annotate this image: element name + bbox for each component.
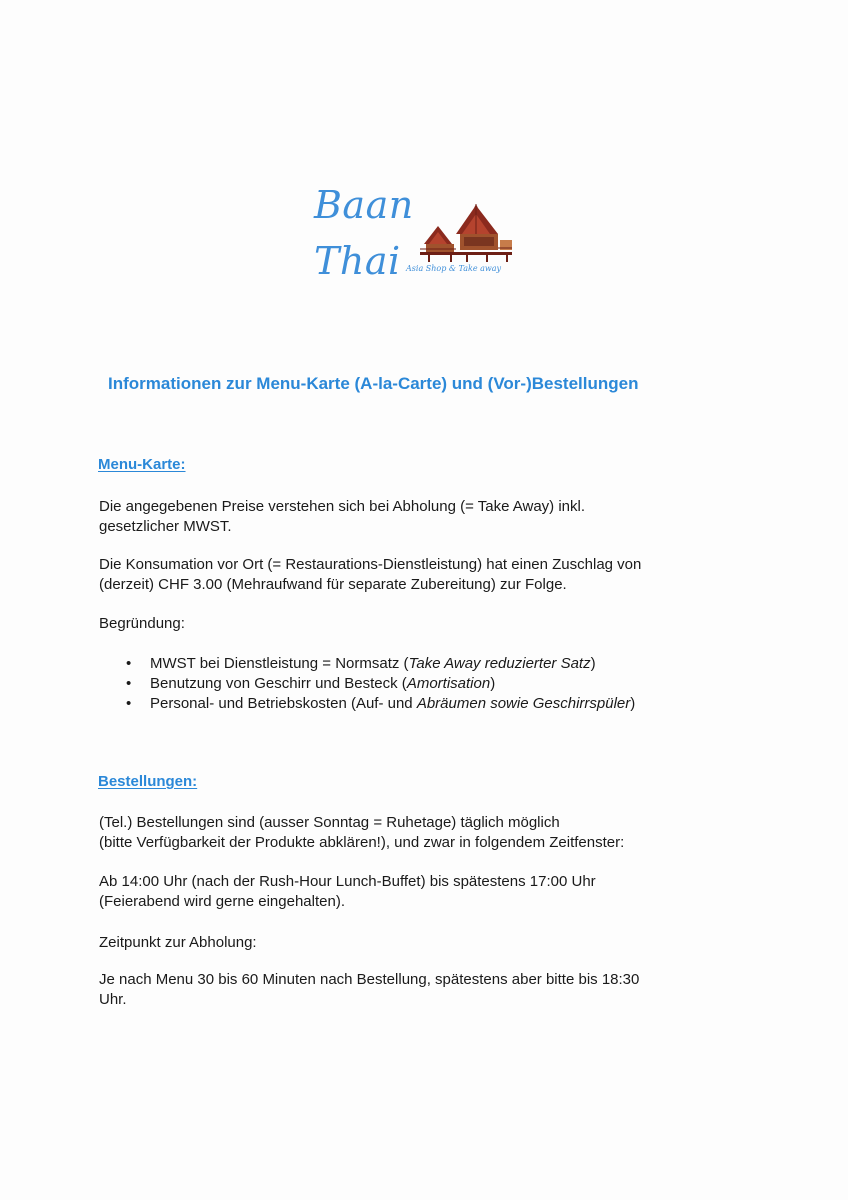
bullet-dot-icon: •: [126, 655, 132, 672]
paragraph-pickup-time: [99, 970, 739, 1010]
paragraph-surcharge: [99, 555, 739, 595]
list-item: [122, 654, 635, 674]
bullet-dot-icon: •: [126, 675, 132, 692]
logo-word-thai: Thai: [314, 239, 401, 283]
text-line: (Feierabend wird gerne eingehalten).: [99, 893, 345, 910]
list-item-end: ): [490, 675, 496, 692]
pickup-label: Zeitpunkt zur Abholung:: [99, 934, 257, 951]
text-line: gesetzlicher MWST.: [99, 518, 232, 535]
logo-word-baan: Baan: [314, 183, 414, 227]
list-item: [122, 674, 635, 694]
text-line: Je nach Menu 30 bis 60 Minuten nach Bestellung, spätestens aber bitte bis 18:30: [99, 971, 640, 988]
text-line: Die Konsumation vor Ort (= Restaurations-Dienstleistung) hat einen Zuschlag von: [99, 556, 642, 573]
text-line: (bitte Verfügbarkeit der Produkte abklären!), und zwar in folgendem Zeitfenster:: [99, 834, 625, 851]
list-item-end: ): [590, 655, 596, 672]
list-item-text: MWST bei Dienstleistung = Normsatz (: [150, 655, 409, 672]
section-heading-menu-karte: Menu-Karte:: [98, 456, 186, 473]
bullet-dot-icon: •: [126, 695, 132, 712]
list-item-italic: Take Away reduzierter Satz: [408, 655, 591, 672]
list-item-italic: Amortisation: [406, 675, 491, 692]
list-item: [122, 694, 635, 714]
paragraph-orders: [99, 813, 739, 853]
list-item-text: Benutzung von Geschirr und Besteck (: [150, 675, 407, 692]
list-item-italic: Abräumen sowie Geschirrspüler: [416, 695, 631, 712]
text-line: Ab 14:00 Uhr (nach der Rush-Hour Lunch-Buffet) bis spätestens 17:00 Uhr: [99, 873, 596, 890]
baan-thai-logo: [308, 178, 530, 288]
thai-house-icon: [416, 204, 514, 262]
reason-label: Begründung:: [99, 615, 185, 632]
text-line: Uhr.: [99, 991, 127, 1008]
list-item-end: ): [630, 695, 636, 712]
text-line: (derzeit) CHF 3.00 (Mehraufwand für separate Zubereitung) zur Folge.: [99, 576, 567, 593]
text-line: Die angegebenen Preise verstehen sich bei Abholung (= Take Away) inkl.: [99, 498, 586, 515]
list-item-text: Personal- und Betriebskosten (Auf- und: [150, 695, 417, 712]
text-line: (Tel.) Bestellungen sind (ausser Sonntag = Ruhetage) täglich möglich: [99, 814, 560, 831]
paragraph-time-window: [99, 872, 739, 912]
page-title: Informationen zur Menu-Karte (A-la-Carte) und (Vor-)Bestellungen: [108, 374, 639, 393]
reason-list: [122, 654, 635, 714]
paragraph-prices: [99, 497, 739, 537]
section-heading-bestellungen: Bestellungen:: [98, 773, 198, 790]
logo-tagline: Asia Shop & Take away: [406, 264, 502, 273]
